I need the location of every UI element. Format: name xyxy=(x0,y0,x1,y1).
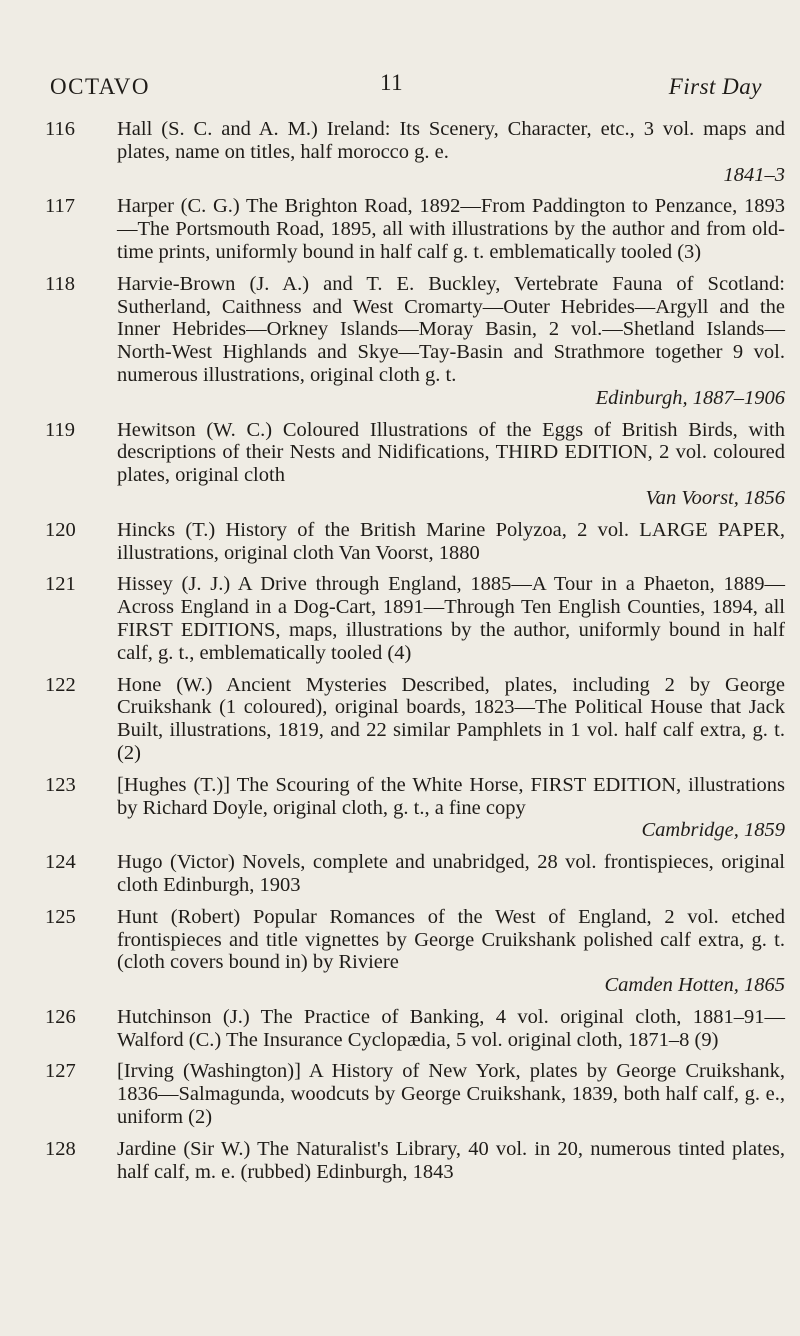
lot-number: 116 xyxy=(45,118,75,140)
lot-entry xyxy=(45,674,785,765)
lot-entry xyxy=(45,419,785,510)
lot-entry xyxy=(45,906,785,997)
lot-entry xyxy=(45,1006,785,1052)
lot-place: Van Voorst, 1856 xyxy=(645,486,785,509)
lot-number: 119 xyxy=(45,418,75,441)
lot-description: Harper (C. G.) The Brighton Road, 1892—From Paddington to Penzance, 1893—The Portsmouth Road, 1895, all with illustrations by the author and from old-time prints, uniformly bound in half calf g. t. emblematically tooled (3) xyxy=(117,195,785,263)
lot-entry xyxy=(45,774,785,842)
header-day: First Day xyxy=(668,74,762,99)
lot-number: 117 xyxy=(45,195,75,218)
lot-place: Cambridge, 1859 xyxy=(641,819,785,842)
lot-list xyxy=(45,118,785,1192)
lot-number: 126 xyxy=(45,1005,76,1028)
lot-description: Hunt (Robert) Popular Romances of the West of England, 2 vol. etched frontispieces and title vignettes by George Cruikshank polished calf extra, g. t. (cloth covers bound in) by Riviere xyxy=(117,905,785,974)
header-format: OCTAVO xyxy=(50,74,151,99)
lot-place: Edinburgh, 1887–1906 xyxy=(595,386,785,409)
lot-description: Hall (S. C. and A. M.) Ireland: Its Scenery, Character, etc., 3 vol. maps and plates, name on titles, half morocco g. e. xyxy=(117,118,785,163)
lot-number: 121 xyxy=(45,573,76,596)
lot-number: 118 xyxy=(45,272,75,295)
lot-number: 120 xyxy=(45,518,76,541)
lot-number: 122 xyxy=(45,673,76,696)
lot-description: Harvie-Brown (J. A.) and T. E. Buckley, Vertebrate Fauna of Scotland: Sutherland, Caithness and West Cromarty—Outer Hebrides—Argyll and the Inner Hebrides—Orkney Islands—Moray Basin, 2 vol.—Shetland Islands—North-West Highlands and Skye—Tay-Basin and Strathmore together 9 vol. numerous illustrations, original cloth g. t. xyxy=(117,272,785,386)
lot-number: 124 xyxy=(45,851,76,874)
lot-entry xyxy=(45,273,785,410)
lot-entry xyxy=(45,519,785,565)
lot-entry xyxy=(45,118,785,186)
page-header xyxy=(50,62,762,102)
lot-number: 128 xyxy=(45,1137,76,1160)
lot-number: 125 xyxy=(45,905,76,928)
lot-entry xyxy=(45,573,785,664)
lot-place: Camden Hotten, 1865 xyxy=(604,974,785,997)
lot-description: Hutchinson (J.) The Practice of Banking, 4 vol. original cloth, 1881–91—Walford (C.) The Insurance Cyclopædia, 5 vol. original cloth, 1871–8 (9) xyxy=(117,1005,785,1051)
lot-entry xyxy=(45,195,785,263)
lot-description: Jardine (Sir W.) The Naturalist's Library, 40 vol. in 20, numerous tinted plates, half calf, m. e. (rubbed) Edinburgh, 1843 xyxy=(117,1137,785,1183)
lot-description: Hissey (J. J.) A Drive through England, 1885—A Tour in a Phaeton, 1889—Across England in a Dog-Cart, 1891—Through Ten English Counties, 1894, all FIRST EDITIONS, maps, illustrations by the author, uniformly bound in half calf, g. t., emblematically tooled (4) xyxy=(117,573,785,664)
lot-entry xyxy=(45,1060,785,1128)
lot-number: 123 xyxy=(45,773,76,796)
lot-description: Hone (W.) Ancient Mysteries Described, plates, including 2 by George Cruikshank (1 coloured), original boards, 1823—The Political House that Jack Built, illustrations, 1819, and 22 similar Pamphlets in 1 vol. half calf extra, g. t. (2) xyxy=(117,673,785,764)
lot-description: Hincks (T.) History of the British Marine Polyzoa, 2 vol. LARGE PAPER, illustrations, original cloth Van Voorst, 1880 xyxy=(117,518,785,564)
lot-entry xyxy=(45,851,785,897)
lot-entry xyxy=(45,1138,785,1184)
lot-description: [Hughes (T.)] The Scouring of the White Horse, FIRST EDITION, illustrations by Richard Doyle, original cloth, g. t., a fine copy xyxy=(117,773,785,819)
lot-description: Hugo (Victor) Novels, complete and unabridged, 28 vol. frontispieces, original cloth Edinburgh, 1903 xyxy=(117,851,785,896)
lot-place: 1841–3 xyxy=(723,163,785,186)
lot-number: 127 xyxy=(45,1060,76,1083)
lot-description: [Irving (Washington)] A History of New York, plates by George Cruikshank, 1836—Salmagunda, woodcuts by George Cruikshank, 1839, both half calf, g. e., uniform (2) xyxy=(117,1060,785,1129)
page-number: 11 xyxy=(380,70,404,95)
lot-description: Hewitson (W. C.) Coloured Illustrations of the Eggs of British Birds, with descriptions of their Nests and Nidifications, THIRD EDITION, 2 vol. coloured plates, original cloth xyxy=(117,418,785,487)
